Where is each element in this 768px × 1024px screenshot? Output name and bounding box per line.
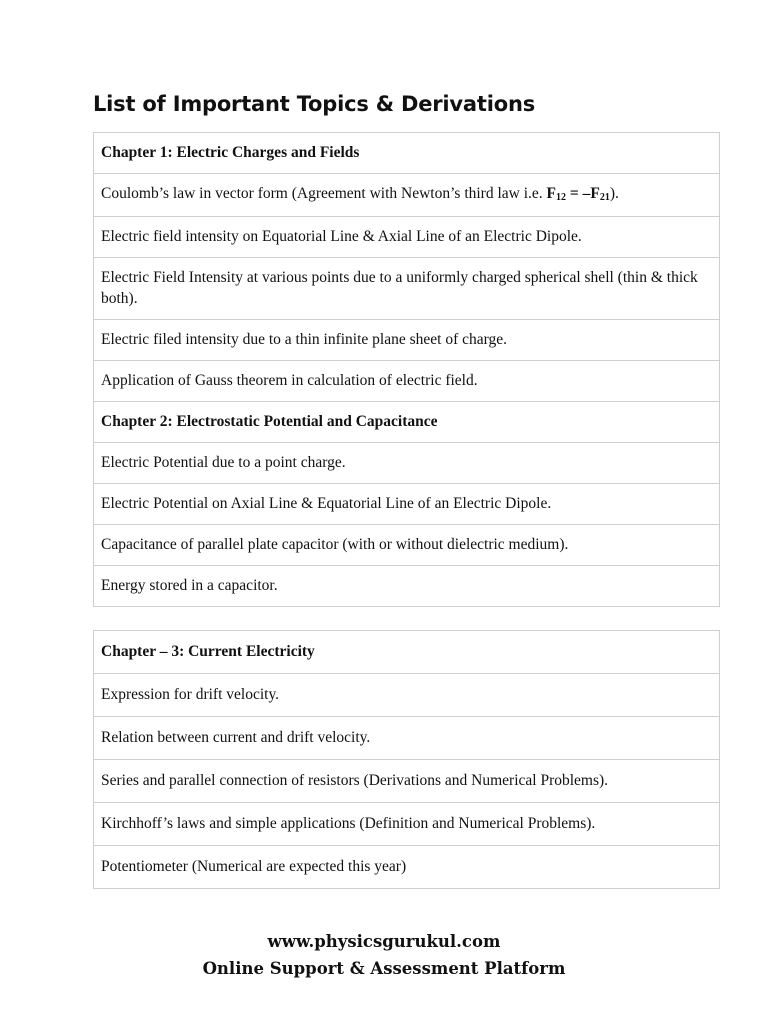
topic-cell: Energy stored in a capacitor. [94,566,720,607]
topic-cell: Electric Field Intensity at various points due to a uniformly charged spherical shell (thin & thick both). [94,258,720,320]
table-row [94,674,720,717]
chapter-heading-3: Chapter – 3: Current Electricity [94,631,720,674]
footer-website-url[interactable]: www.physicsgurukul.com [267,932,501,951]
table-row [94,803,720,846]
footer-tagline: Online Support & Assessment Platform [202,959,566,978]
table-row [94,484,720,525]
topic-cell: Kirchhoff’s laws and simple applications (Definition and Numerical Problems). [94,803,720,846]
table-row [94,133,720,174]
topics-table-chapter-3 [93,630,720,889]
table-row [94,525,720,566]
topic-cell: Series and parallel connection of resistors (Derivations and Numerical Problems). [94,760,720,803]
table-row [94,258,720,320]
formula-mid: = –F [566,185,600,202]
table-row [94,717,720,760]
formula-rhs-subscript: 21 [599,192,610,203]
topic-cell [94,174,720,217]
topics-table-chapters-1-2 [93,132,720,607]
formula-lhs-subscript: 12 [556,192,567,203]
topic-cell: Application of Gauss theorem in calculation of electric field. [94,361,720,402]
table-row [94,631,720,674]
topic-cell: Potentiometer (Numerical are expected this year) [94,846,720,889]
table-row [94,320,720,361]
topic-cell: Electric field intensity on Equatorial Line & Axial Line of an Electric Dipole. [94,217,720,258]
topic-cell: Electric Potential due to a point charge. [94,443,720,484]
topic-cell: Electric filed intensity due to a thin infinite plane sheet of charge. [94,320,720,361]
page-title: List of Important Topics & Derivations [93,92,536,116]
table-row [94,402,720,443]
topic-text: Coulomb’s law in vector form (Agreement with Newton’s third law i.e. [101,185,547,202]
topic-cell: Relation between current and drift velocity. [94,717,720,760]
table-row [94,361,720,402]
topic-cell: Electric Potential on Axial Line & Equatorial Line of an Electric Dipole. [94,484,720,525]
table-row [94,217,720,258]
table-row [94,443,720,484]
formula-end: ). [609,185,619,202]
topic-cell: Capacitance of parallel plate capacitor (with or without dielectric medium). [94,525,720,566]
table-row [94,566,720,607]
table-row [94,174,720,217]
formula-lhs: F [546,185,557,202]
formula [547,185,610,202]
table-row [94,846,720,889]
chapter-heading-1: Chapter 1: Electric Charges and Fields [94,133,720,174]
chapter-heading-2: Chapter 2: Electrostatic Potential and Capacitance [94,402,720,443]
topic-cell: Expression for drift velocity. [94,674,720,717]
table-row [94,760,720,803]
